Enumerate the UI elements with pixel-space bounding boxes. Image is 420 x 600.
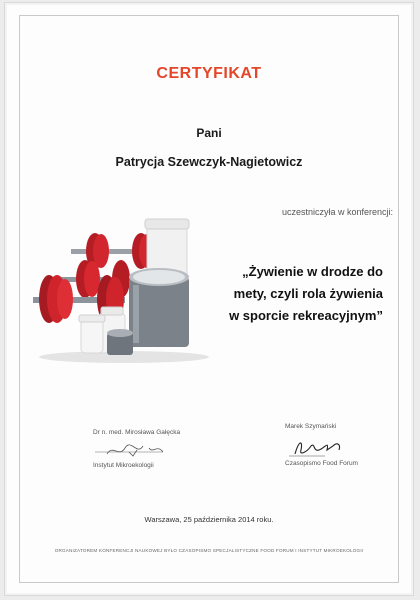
- topic-line: „Żywienie w drodze do: [242, 264, 383, 279]
- signatory-name: Marek Szymański: [285, 423, 337, 430]
- salutation: Pani: [196, 126, 222, 140]
- certificate-title: CERTYFIKAT: [156, 65, 262, 82]
- handwritten-signature-icon: [93, 442, 183, 460]
- conference-topic: [203, 261, 383, 327]
- certificate-sheet: [4, 2, 414, 596]
- signatory-name: Dr n. med. Mirosława Gałęcka: [93, 429, 181, 436]
- place-and-date: Warszawa, 25 października 2014 roku.: [144, 515, 274, 524]
- signature-block-left: [93, 429, 233, 469]
- participation-text: uczestniczyła w konferencji:: [281, 207, 393, 217]
- topic-line: w sporcie rekreacyjnym”: [229, 308, 383, 323]
- topic-line: mety, czyli rola żywienia: [233, 286, 383, 301]
- signature-block-right: [285, 423, 405, 467]
- handwritten-signature-icon: [285, 436, 355, 458]
- signatory-organization: Czasopismo Food Forum: [285, 460, 358, 467]
- recipient-name: Patrycja Szewczyk-Nagietowicz: [115, 155, 303, 169]
- signatory-organization: Instytut Mikroekologii: [93, 462, 154, 469]
- dumbbells-supplements-illustration: [29, 215, 209, 365]
- organizers-note: ORGANIZATOREM KONFERENCJI NAUKOWEJ BYŁO CZASOPISMO SPECJALISTYCZNE FOOD FORUM I INSTYTUT MIKROEKOLOGII: [54, 548, 364, 553]
